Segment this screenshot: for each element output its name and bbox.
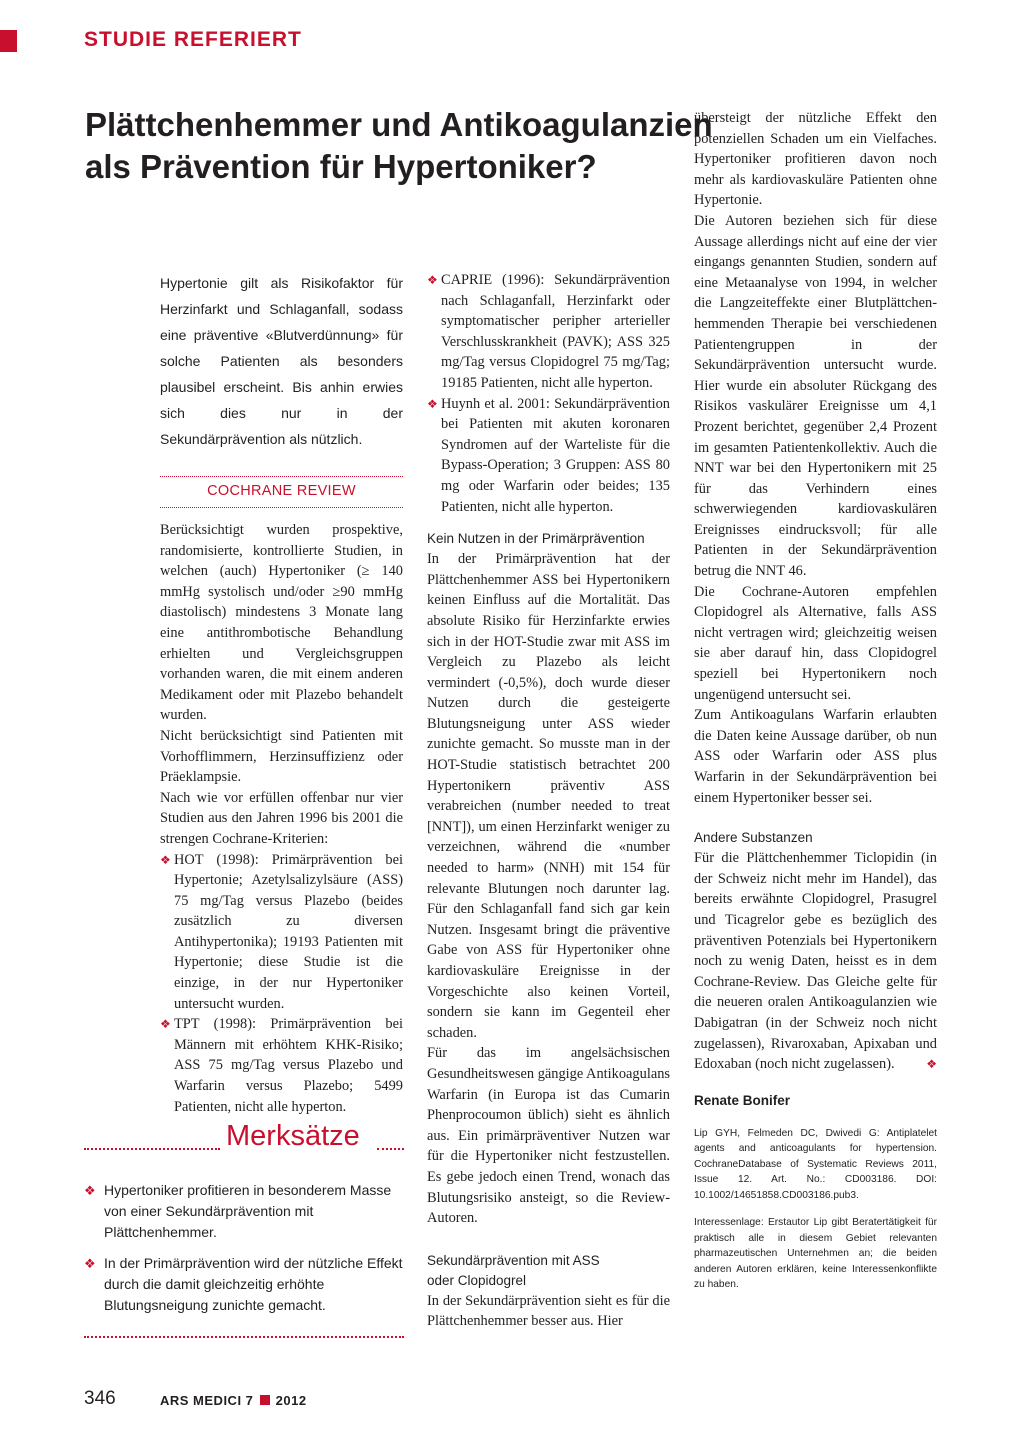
study-text: Huynh et al. 2001: Sekundärprävention bei Patienten mit akuten koronaren Syndromen auf der Warteliste für die Bypass-Operation; 3 Gruppen: ASS 80 mg oder Warfarin oder beides; 135 Patienten, nicht alle hyperton. <box>441 395 670 515</box>
other-substances-text: Für die Plättchenhemmer Ticlopidin (in der Schweiz nicht mehr im Handel), das bereits erwähnte Clopidogrel, Prasugrel und Ticagrelor gebe es bezüglich des präventiven Potenzials bei Hypertonikern noch zu wenig Daten, heisst es in dem Cochrane-Review. Das Gleiche gelte für die neueren oralen Antikoagulanzien wie Dabigatran (in der Schweiz noch nicht zugelassen), Rivaroxaban, Apixaban und Edoxaban (noch nicht zugelassen). <box>694 850 937 1073</box>
journal-footer <box>160 1393 307 1408</box>
secondary-prevention-heading <box>427 1251 670 1291</box>
secondary-prevention-paragraph-1: In der Sekundärprävention sieht es für die Plättchenhemmer besser aus. Hier <box>427 1292 670 1330</box>
section-color-marker <box>0 30 17 52</box>
diamond-bullet-icon: ❖ <box>84 1183 96 1198</box>
key-point-text: Hypertoniker profitieren in besonderem Masse von einer Sekundärprävention mit Plättchenhemmer. <box>104 1182 392 1240</box>
study-item-caprie <box>427 270 670 394</box>
study-item-hot <box>160 850 403 1015</box>
conflict-of-interest-note: Interessenlage: Erstautor Lip gibt Beratertätigkeit für praktisch alle in diesem Gebiet relevanten pharmazeutischen Unternehmen an; die beiden anderen Autoren erklären, keine Interessenkonflikte zu haben. <box>694 1217 937 1291</box>
primary-prevention-heading: Kein Nutzen in der Primärprävention <box>427 531 645 547</box>
column-left <box>160 270 403 1117</box>
journal-name: ARS MEDICI 7 <box>160 1393 254 1408</box>
reference-citation: Lip GYH, Felmeden DC, Dwivedi G: Antiplatelet agents and anticoagulants for hypertension. CochraneDatabase of Systematic Reviews 2011, Issue 12. Art. No.: CD003186. DOI: 10.1002/14651858.CD003186.pub3. <box>694 1127 937 1201</box>
column-right <box>694 108 937 1293</box>
cochrane-paragraph-3: Nach wie vor erfüllen offenbar nur vier Studien aus den Jahren 1996 bis 2001 die strengen Cochrane-Kriterien: <box>160 789 403 847</box>
key-points-list <box>84 1180 404 1326</box>
key-point-item <box>84 1253 404 1316</box>
page-number: 346 <box>84 1388 116 1409</box>
diamond-bullet-icon: ❖ <box>84 1256 96 1271</box>
article-headline <box>85 104 713 188</box>
headline-line-2: als Prävention für Hypertoniker? <box>85 148 597 185</box>
key-point-text: In der Primärprävention wird der nützliche Effekt durch die damit gleichzeitig erhöhte Blutungsneigung zunichte gemacht. <box>104 1255 403 1313</box>
journal-year: 2012 <box>275 1393 307 1408</box>
primary-prevention-paragraph-2: Für das im angelsächsischen Gesundheitswesen gängige Antikoagulans Warfarin (in Europa ist das Cumarin Phenprocoumon üblich) sieht es ähnlich aus. Ein primärpräventiver Nutzen war für die Hypertoniker nicht festzustellen. Es gebe jedoch einen Trend, wonach das Blutungsrisiko ansteigt, so die Review-Autoren. <box>427 1045 670 1227</box>
secondary-prevention-paragraph-4: Die Cochrane-Autoren empfehlen Clopidogrel als Alternative, falls ASS nicht vertragen wird; gleichzeitig weisen sie aber darauf hin, dass Clopidogrel speziell bei Hypertonikern noch ungenügend untersucht sei. <box>694 583 937 703</box>
other-substances-paragraph <box>694 848 937 1075</box>
secondary-prevention-paragraph-3: Die Autoren beziehen sich für diese Aussage allerdings nicht auf eine der vier eingangs genannten Studien, sondern auf eine Metaanalyse von 1994, in welcher die Langzeiteffekte einer Blutplättchen-hemmenden Therapie bei verschiedenen Patientengruppen in der Sekundärprävention untersucht wurde. Hier wurde ein absoluter Rückgang des Risikos vaskulärer Ereignisse um 4,1 Prozent berichtet, gegenüber 2,4 Prozent im gesamten Patientenkollektiv. Auch die NNT war bei den Hypertonikern mit 25 für das Verhindern eines schwerwiegenden kardiovaskulären Ereignisses eindrucksvoll; für alle Patienten in der Sekundärprävention betrug die NNT 46. <box>694 212 937 580</box>
study-text: TPT (1998): Primärprävention bei Männern mit erhöhtem KHK-Risiko; ASS 75 mg/Tag versus Plazebo und Warfarin versus Plazebo; 5499 Patienten, nicht alle hyperton. <box>174 1016 403 1115</box>
key-points-title-row <box>84 1118 404 1162</box>
study-text: CAPRIE (1996): Sekundärprävention nach Schlaganfall, Herzinfarkt oder symptomatischer peripher arterieller Verschlusskrankheit (PAVK); ASS 325 mg/Tag versus Clopidogrel 75 mg/Tag; 19185 Patienten, nicht alle hyperton. <box>441 272 670 391</box>
key-points-title: Merksätze <box>226 1120 360 1152</box>
headline-line-1: Plättchenhemmer und Antikoagulanzien <box>85 106 713 143</box>
primary-prevention-paragraph-1: In der Primärprävention hat der Plättchenhemmer ASS bei Hypertonikern keinen Einfluss auf die Mortalität. Das absolute Risiko für Herzinfarkte erwies sich in der HOT-Studie zwar mit ASS im Vergleich zu Plazebo als leicht vermindert (-0,5%), doch wurde dieser Nutzen durch die gesteigerte Blutungsneigung unter ASS wieder zunichte gemacht. So musste man in der HOT-Studie statistisch betrachtet 200 Hypertonikern präventiv ASS verabreichen (number needed to treat [NNT]), um einen Herzinfarkt weniger zu verzeichnen, während die «number needed to harm» (NNH) mit 154 für relevante Blutungen noch darunter lag. Für den Schlaganfall fand sich gar kein Nutzen. Insgesamt bringt die präventive Gabe von ASS für Hypertoniker ohne kardiovaskuläre Ereignisse in der Vorgeschichte also keinen Vorteil, sondern sie kann im Gegenteil eher schaden. <box>427 551 670 1041</box>
diamond-bullet-icon: ❖ <box>427 396 438 411</box>
other-substances-heading: Andere Substanzen <box>694 830 813 846</box>
red-square-icon <box>260 1395 270 1405</box>
cochrane-paragraph-2: Nicht berücksichtigt sind Patienten mit Vorhofflimmern, Herzinsuffizienz oder Präeklampsie. <box>160 727 403 786</box>
diamond-bullet-icon: ❖ <box>160 1017 171 1032</box>
divider-dotted <box>84 1336 404 1338</box>
secondary-prevention-paragraph-2: übersteigt der nützliche Effekt den potenziellen Schaden um ein Vielfaches. Hypertoniker profitieren davon noch mehr als kardiovaskuläre Patienten ohne Hypertonie. <box>694 110 937 209</box>
divider-dotted <box>377 1148 404 1150</box>
study-text: HOT (1998): Primärprävention bei Hypertonie; Azetylsalizylsäure (ASS) 75 mg/Tag versus Plazebo (beides zusätzlich zu diversen Antihypertonika); 19193 Patienten mit Hypertonie; diese Studie ist die einzige, in der nur Hypertoniker untersucht wurden. <box>174 851 403 1012</box>
secondary-heading-line-2: oder Clopidogrel <box>427 1272 527 1288</box>
key-points-box <box>84 1118 404 1313</box>
study-item-tpt <box>160 1014 403 1117</box>
column-middle <box>427 270 670 1332</box>
section-label: STUDIE REFERIERT <box>84 28 302 51</box>
divider-dotted <box>84 1148 220 1150</box>
cochrane-review-heading: COCHRANE REVIEW <box>207 483 356 499</box>
diamond-bullet-icon: ❖ <box>427 273 438 287</box>
key-point-item <box>84 1180 404 1243</box>
diamond-end-icon: ❖ <box>926 1057 937 1072</box>
lead-paragraph: Hypertonie gilt als Risikofaktor für Herzinfarkt und Schlaganfall, sodass eine präventive «Blutverdünnung» für solche Patienten als besonders plausibel erscheint. Bis anhin erwies sich dies nur in der Sekundärprävention als nützlich. <box>160 275 403 447</box>
author-name: Renate Bonifer <box>694 1092 791 1108</box>
secondary-prevention-paragraph-5: Zum Antikoagulans Warfarin erlaubten die Daten keine Aussage darüber, ob nun ASS oder Warfarin oder ASS plus Warfarin in der Sekundärprävention bei einem Hypertoniker besser sei. <box>694 707 937 806</box>
diamond-bullet-icon: ❖ <box>160 852 171 867</box>
cochrane-paragraph-1: Berücksichtigt wurden prospektive, randomisierte, kontrollierte Studien, in welchen (auch) Hypertoniker (≥ 140 mmHg systolisch und/oder ≥90 mmHg diastolisch) mindestens 3 Monate lang eine antithrombotische Behandlung erhielten und Vergleichsgruppen vorhanden waren, die mit einem anderen Medikament oder mit Plazebo behandelt wurden. <box>160 522 403 724</box>
study-item-huynh <box>427 394 670 518</box>
secondary-heading-line-1: Sekundärprävention mit ASS <box>427 1252 600 1268</box>
